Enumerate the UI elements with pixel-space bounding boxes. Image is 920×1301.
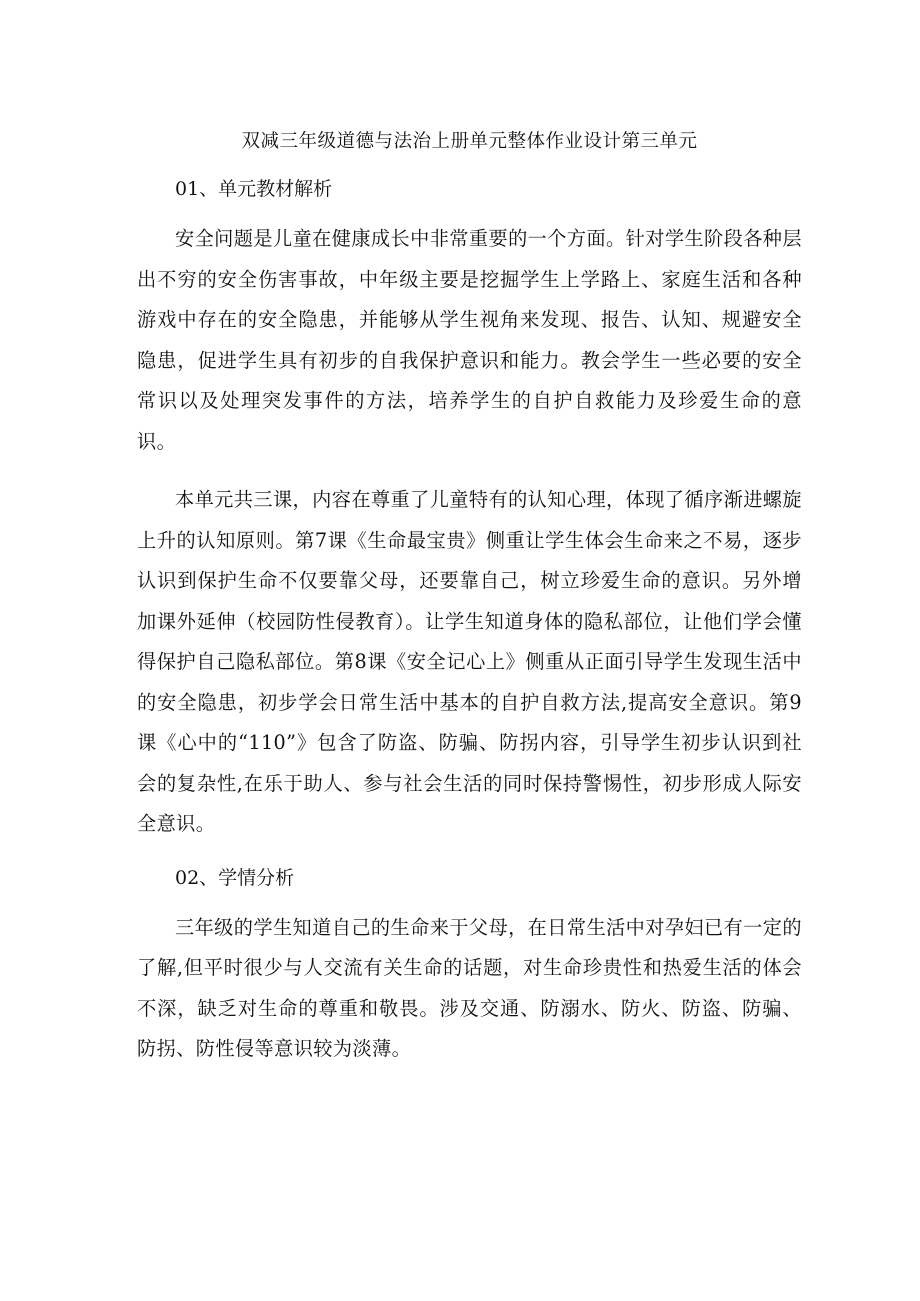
paragraph-safety-overview: 安全问题是儿童在健康成长中非常重要的一个方面。针对学生阶段各种层出不穷的安全伤害事故，中年级主要是挖掘学生上学路上、家庭生活和各种游戏中存在的安全隐患，并能够从学生视角来发现、报告、认知、规避安全隐患，促进学生具有初步的自我保护意识和能力。教会学生一些必要的安全常识以及处理突发事件的方法，培养学生的自护自救能力及珍爱生命的意识。 [137,227,802,453]
paragraph-unit-lessons: 本单元共三课，内容在尊重了儿童特有的认知心理，体现了循序渐进螺旋上升的认知原则。第7课《生命最宝贵》侧重让学生体会生命来之不易，逐步认识到保护生命不仅要靠父母，还要靠自己，树立珍爱生命的意识。另外增加课外延伸（校园防性侵教育）。让学生知道身体的隐私部位，让他们学会懂得保护自己隐私部位。第8课《安全记心上》侧重从正面引导学生发现生活中的安全隐患，初步学会日常生活中基本的自护自救方法,提高安全意识。第9课《心中的“110”》包含了防盗、防骗、防拐内容，引导学生初步认识到社会的复杂性,在乐于助人、参与社会生活的同时保持警惕性，初步形成人际安全意识。 [137,488,802,835]
document-title: 双减三年级道德与法治上册单元整体作业设计第三单元 [241,131,698,152]
section-heading-textbook-analysis: 01、单元教材解析 [175,178,333,200]
paragraph-student-analysis: 三年级的学生知道自己的生命来于父母，在日常生活中对孕妇已有一定的了解,但平时很少与人交流有关生命的话题，对生命珍贵性和热爱生活的体会不深，缺乏对生命的尊重和敬畏。涉及交通、防溺水、防火、防盗、防骗、防拐、防性侵等意识较为淡薄。 [137,915,802,1060]
section-heading-student-analysis: 02、学情分析 [175,866,295,889]
